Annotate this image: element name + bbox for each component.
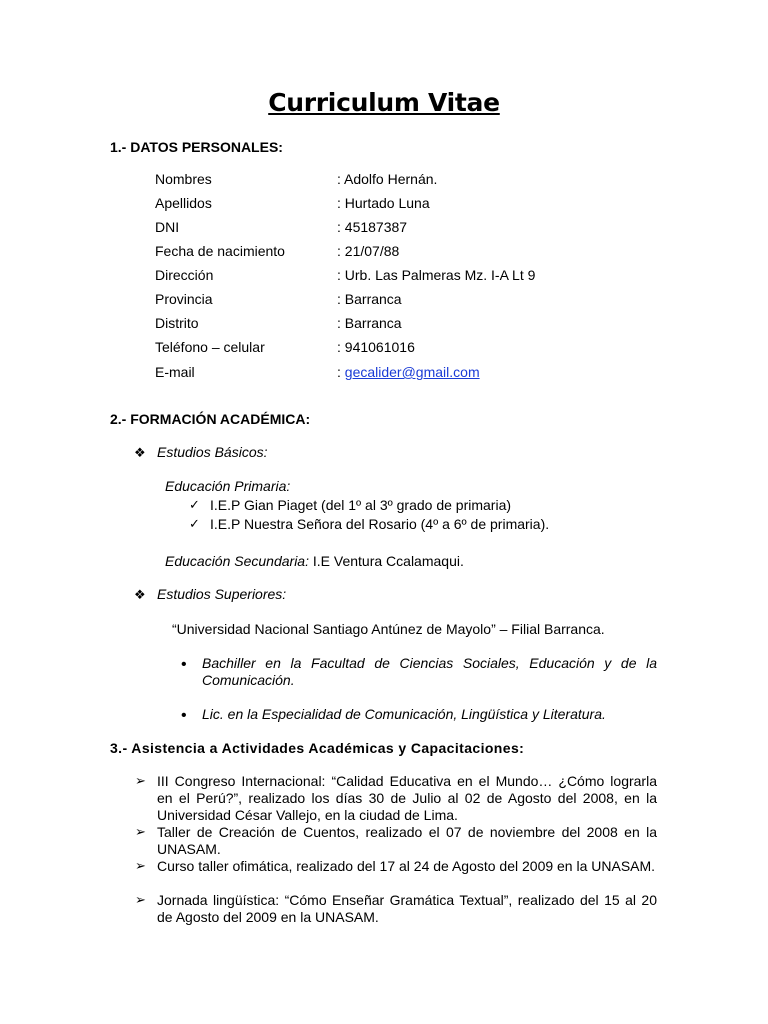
primary-education-label: Educación Primaria: bbox=[165, 478, 291, 494]
arrow-bullet-icon: ➢ bbox=[135, 824, 146, 839]
personal-value: : 45187387 bbox=[337, 219, 408, 235]
primary-item: I.E.P Nuestra Señora del Rosario (4º a 6º de primaria). bbox=[210, 516, 550, 532]
email-link[interactable]: gecalider@gmail.com bbox=[344, 364, 480, 380]
personal-label: Fecha de nacimiento bbox=[155, 243, 285, 259]
personal-label: E-mail bbox=[155, 364, 195, 380]
personal-value: : 21/07/88 bbox=[337, 243, 400, 259]
arrow-bullet-icon: ➢ bbox=[135, 892, 146, 907]
activity-item: III Congreso Internacional: “Calidad Educativa en el Mundo… ¿Cómo lograrla en el Perú?”, realizado los días 30 de Julio al 02 de Agosto del 2008, en la Universidad César Vallejo, en la ciudad de Lima. bbox=[157, 773, 657, 823]
diamond-bullet-icon: ❖ bbox=[134, 445, 146, 460]
dot-bullet-icon: • bbox=[181, 707, 187, 724]
personal-label: Apellidos bbox=[155, 195, 212, 211]
primary-item: I.E.P Gian Piaget (del 1º al 3º grado de primaria) bbox=[210, 497, 512, 513]
section-heading-personal: 1.- DATOS PERSONALES: bbox=[110, 139, 283, 155]
activity-item: Jornada lingüística: “Cómo Enseñar Gramática Textual”, realizado del 15 al 20 de Agosto del 2009 en la UNASAM. bbox=[157, 892, 657, 925]
dot-bullet-icon: • bbox=[181, 656, 187, 673]
personal-label: Teléfono – celular bbox=[155, 339, 265, 355]
section-heading-activities: 3.- Asistencia a Actividades Académicas y Capacitaciones: bbox=[110, 740, 525, 756]
personal-value: : Barranca bbox=[337, 315, 402, 331]
diamond-bullet-icon: ❖ bbox=[134, 587, 146, 602]
email-prefix: : bbox=[337, 364, 345, 380]
personal-label: Dirección bbox=[155, 267, 214, 283]
secondary-education-label: Educación Secundaria: bbox=[165, 553, 309, 569]
higher-studies-title: Estudios Superiores: bbox=[157, 586, 287, 602]
activity-item: Curso taller ofimática, realizado del 17 al 24 de Agosto del 2009 en la UNASAM. bbox=[157, 858, 656, 874]
personal-label: Nombres bbox=[155, 171, 212, 187]
section-heading-academic: 2.- FORMACIÓN ACADÉMICA: bbox=[110, 411, 311, 427]
personal-label: DNI bbox=[155, 219, 180, 235]
university-name: “Universidad Nacional Santiago Antúnez de Mayolo” – Filial Barranca. bbox=[172, 621, 605, 637]
basic-studies-title: Estudios Básicos: bbox=[157, 444, 268, 460]
email-row bbox=[337, 364, 480, 380]
personal-value: : Urb. Las Palmeras Mz. I-A Lt 9 bbox=[337, 267, 536, 283]
personal-value: : Adolfo Hernán. bbox=[337, 171, 438, 187]
secondary-education bbox=[165, 553, 464, 569]
activity-item: Taller de Creación de Cuentos, realizado el 07 de noviembre del 2008 en la UNASAM. bbox=[157, 824, 657, 857]
degree-item: Lic. en la Especialidad de Comunicación, Lingüística y Literatura. bbox=[202, 706, 606, 722]
personal-label: Provincia bbox=[155, 291, 213, 307]
secondary-education-value: I.E Ventura Ccalamaqui. bbox=[309, 553, 464, 569]
arrow-bullet-icon: ➢ bbox=[135, 858, 146, 873]
personal-value: : Hurtado Luna bbox=[337, 195, 430, 211]
personal-value: : 941061016 bbox=[337, 339, 415, 355]
personal-value: : Barranca bbox=[337, 291, 402, 307]
check-bullet-icon: ✓ bbox=[189, 497, 200, 512]
degree-item: Bachiller en la Facultad de Ciencias Sociales, Educación y de la Comunicación. bbox=[202, 655, 657, 688]
personal-label: Distrito bbox=[155, 315, 199, 331]
check-bullet-icon: ✓ bbox=[189, 516, 200, 531]
document-title: Curriculum Vitae bbox=[268, 88, 500, 117]
arrow-bullet-icon: ➢ bbox=[135, 773, 146, 788]
